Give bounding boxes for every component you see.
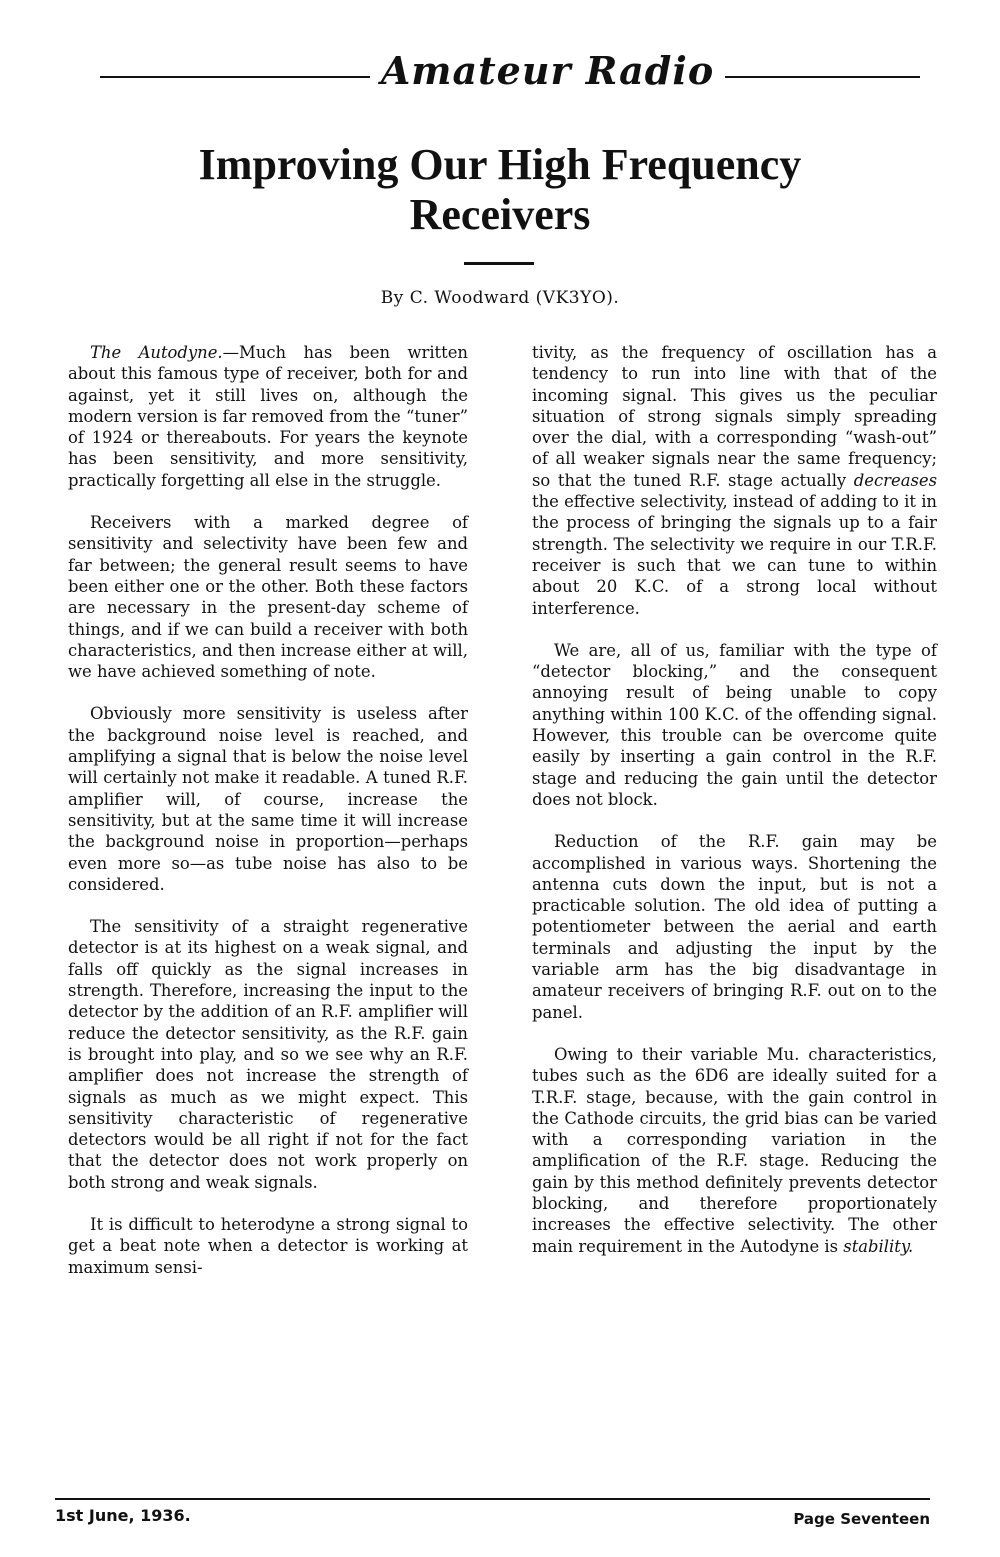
right-column <box>532 342 937 1278</box>
masthead-rule-left <box>100 76 370 78</box>
footer-rule <box>55 1498 930 1500</box>
paragraph <box>532 1044 937 1257</box>
paragraph-text: the effective selectivity, instead of adding to it in the process of bringing the signals up to a fair strength. The selectivity we require in our T.R.F. receiver is such that we can tune to within about 20 K.C. of a strong local without interference. <box>532 492 937 618</box>
paragraph <box>68 342 468 491</box>
footer-date: 1st June, 1936. <box>55 1506 191 1525</box>
paragraph: Obviously more sensitivity is useless after the background noise level is reached, and amplifying a signal that is below the noise level will certainly not make it readable. A tuned R.F. amplifier will, of course, increase the sensitivity, but at the same time it will increase the background noise in proportion—perhaps even more so—as tube noise has also to be considered. <box>68 704 468 894</box>
emphasis: decreases <box>853 470 937 490</box>
paragraph <box>532 342 937 619</box>
masthead-rule-right <box>725 76 920 78</box>
paragraph: We are, all of us, familiar with the type of “detector blocking,” and the consequent annoying result of being unable to copy anything within 100 K.C. of the offending signal. However, this trouble can be overcome quite easily by inserting a gain control in the R.F. stage and reducing the gain until the detector does not block. <box>532 640 937 809</box>
paragraph: It is difficult to heterodyne a strong signal to get a beat note when a detector is working at maximum sensi- <box>68 1214 468 1277</box>
masthead <box>100 48 920 108</box>
title-divider <box>464 262 534 265</box>
paragraph: Receivers with a marked degree of sensitivity and selectivity have been few and far between; the general result seems to have been either one or the other. Both these factors are necessary in the present-day scheme of things, and if we can build a receiver with both characteristics, and then increase either at will, we have achieved something of note. <box>68 513 468 682</box>
paragraph-text: —Much has been written about this famous type of receiver, both for and against, yet it still lives on, although the modern version is far removed from the “tuner” of 1924 or thereabouts. For years the keynote has been sensitivity, and more sensitivity, practically forgetting all else in the struggle. <box>68 343 468 490</box>
left-column <box>68 342 468 1299</box>
byline: By C. Woodward (VK3YO). <box>380 288 620 308</box>
article-title <box>60 140 940 240</box>
paragraph-text: tivity, as the frequency of oscillation has a tendency to run into line with that of the incoming signal. This gives us the peculiar situation of strong signals simply spreading over the dial, with a corresponding “wash-out” of all weaker signals near the same frequency; so that the tuned R.F. stage actually <box>532 343 937 490</box>
emphasis: stability. <box>843 1236 914 1256</box>
paragraph: The sensitivity of a straight regenerative detector is at its highest on a weak signal, and falls off quickly as the signal increases in strength. Therefore, increasing the input to the detector by the addition of an R.F. amplifier will reduce the detector sensitivity, as the R.F. gain is brought into play, and so we see why an R.F. amplifier does not increase the strength of signals as much as we might expect. This sensitivity characteristic of regenerative detectors would be all right if not for the fact that the detector does not work properly on both strong and weak signals. <box>68 917 468 1192</box>
masthead-logo: Amateur Radio <box>380 48 715 93</box>
title-line-1: Improving Our High Frequency <box>198 140 802 189</box>
paragraph: Reduction of the R.F. gain may be accomplished in various ways. Shortening the antenna cuts down the input, but is not a practicable solution. The old idea of putting a potentiometer between the aerial and earth terminals and adjusting the input by the variable arm has the big disadvantage in amateur receivers of bringing R.F. out on to the panel. <box>532 832 937 1022</box>
paragraph-text: Owing to their variable Mu. characteristics, tubes such as the 6D6 are ideally suited for a T.R.F. stage, because, with the gain control in the Cathode circuits, the grid bias can be varied with a corresponding variation in the amplification of the R.F. stage. Reducing the gain by this method definitely prevents detector blocking, and therefore proportionately increases the effective selectivity. The other main requirement in the Autodyne is <box>532 1044 937 1256</box>
title-line-2: Receivers <box>409 190 591 239</box>
section-lead: The Autodyne. <box>90 343 223 362</box>
page-number: Page Seventeen <box>793 1510 930 1528</box>
